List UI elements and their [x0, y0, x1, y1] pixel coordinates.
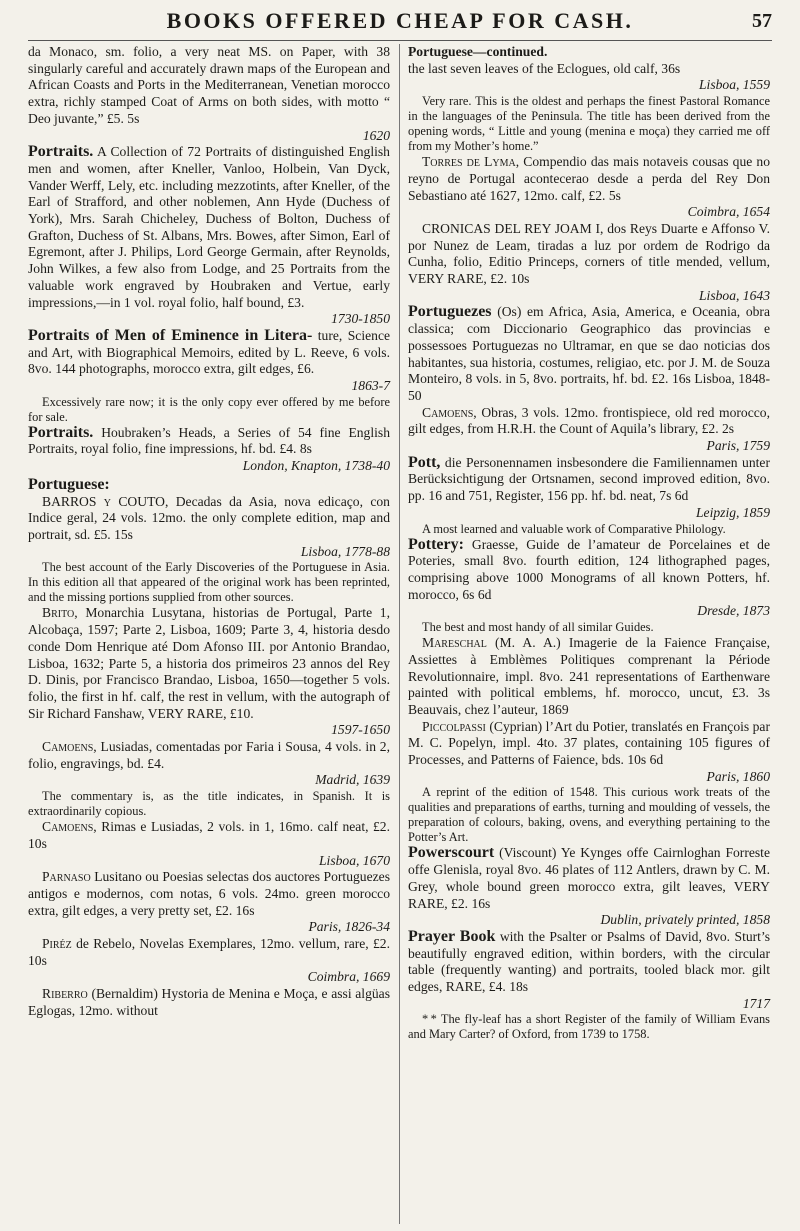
left-column: [28, 44, 390, 1020]
catalogue-entry: [28, 869, 390, 936]
entry-text: Monarchia Lusytana, historias de Portugal, Parte 1, Alcobaça, 1597; Parte 2, Lisboa, 1609; Parte 3, 4, historia desdo conde Dom Henrique até Dom Afonso III. por Antonio Brandao, Lisboa, 1632; Parte 5, a historia dos primeiros 23 annos del Rey D. Dinis, por Francisco Brandao, Lisboa, 1650—together 5 vols. folio, the first in hf. calf, the rest in vellum, with the autograph of Sir Richard Fanshaw, VERY RARE, £10.: [28, 605, 390, 721]
entry-imprint: 1717: [742, 995, 770, 1011]
catalogue-note: A reprint of the edition of 1548. This curious work treats of the qualities and preparations of earths, turning and moulding of vessels, the preparation of colours, baking, ovens, and everything pertaining to the Potter’s Art.: [408, 785, 770, 845]
catalogue-entry: [408, 719, 770, 786]
entry-heading: Mareschal: [422, 635, 487, 651]
page-number: 57: [752, 10, 772, 32]
entry-text: Graesse, Guide de l’amateur de Porcelaines et de Poteries, small 8vo. fourth edition, 124 lithographed pages, comprising above 1000 Monograms of all known Potters, hf. morocco, 6s 6d: [408, 536, 770, 602]
entry-heading: Camoens,: [422, 404, 477, 420]
entry-heading: Powerscourt: [408, 844, 495, 862]
header-rule: [28, 40, 772, 41]
right-column: [408, 44, 770, 1042]
entry-heading: Portraits.: [28, 423, 94, 441]
entry-imprint: Dublin, privately printed, 1858: [600, 912, 770, 928]
entry-text: (Cyprian) l’Art du Potier, translatés en François par M. C. Popelyn, impl. 4to. 37 plates, containing 105 figures of Processes, and Patterns of Faience, bds. 10s 6d: [408, 718, 770, 768]
entry-heading: Portuguezes: [408, 303, 492, 321]
entry-text: (Os) em Africa, Asia, America, e Oceania, obra classica; com Diccionario Geographico das provincias e possessoes Portuguezas no Ultramar, en que se dao noticias dos habitantes, sua historia, costumes, religiao, etc. por J. M. de Souza Monteiro, 8 vols. in 5, 8vo. portraits, hf. bd. £2. 16s Lisboa, 1848-50: [408, 304, 770, 403]
entry-imprint: 1597-1650: [331, 722, 390, 738]
catalogue-note: Very rare. This is the oldest and perhaps the finest Pastoral Romance in the languages of the Peninsula. The title has been derived from the opening words, “ Little and young (menina e moça) they carried me off from my Mother’s home.”: [408, 94, 770, 154]
entry-imprint: Lisboa, 1778-88: [300, 543, 390, 559]
entry-text: de Rebelo, Novelas Exemplares, 12mo. vellum, rare, £2. 10s: [28, 936, 390, 968]
entry-imprint: Dresde, 1873: [697, 603, 770, 619]
entry-imprint: Madrid, 1639: [315, 772, 390, 788]
page-title: BOOKS OFFERED CHEAP FOR CASH.: [166, 8, 634, 33]
entry-heading: Riberro: [42, 986, 88, 1002]
entry-text: da Monaco, sm. folio, a very neat MS. on Paper, with 38 singularly careful and accurately drawn maps of the European and African Coasts and Ports in the Mediterranean, Venetian morocco extra, richly stamped Coat of Arms on both sides, with motto “ Deo juvante,” £5. 5s: [28, 44, 390, 126]
catalogue-note: The best account of the Early Discoveries of the Portuguese in Asia. In this edition all that appeared of the original work has been reprinted, and the missing portions supplied from other sources.: [28, 560, 390, 605]
section-heading: Portuguese:: [28, 475, 110, 493]
entry-imprint: London, Knapton, 1738-40: [242, 458, 390, 474]
page-header: [0, 8, 800, 38]
catalogue-entry: [408, 61, 770, 94]
catalogue-entry: [408, 455, 770, 522]
catalogue-entry: [408, 154, 770, 221]
entry-imprint: Paris, 1860: [706, 768, 770, 784]
entry-heading: Pott,: [408, 453, 441, 471]
catalogue-entry: [28, 328, 390, 395]
catalogue-entry: [28, 605, 390, 739]
entry-imprint: Lisboa, 1643: [698, 287, 770, 303]
entry-text: ture, Science and Art, with Biographical Memoirs, edited by L. Reeve, 6 vols. 8vo. 144 photographs, morocco extra, gilt edges, £6.: [28, 327, 391, 377]
entry-heading: Camoens,: [42, 819, 97, 835]
entry-imprint: 1730-1850: [331, 311, 390, 327]
catalogue-entry: [28, 425, 390, 475]
entry-heading: Brito,: [42, 605, 78, 621]
catalogue-entry: [28, 144, 390, 328]
entry-imprint: Paris, 1759: [706, 438, 770, 454]
entry-heading: Portraits of Men of Eminence in Litera-: [28, 326, 313, 344]
entry-text: Obras, 3 vols. 12mo. frontispiece, old red morocco, gilt edges, from H.R.H. the Count of Aquila’s library, £2. 2s: [408, 404, 770, 437]
catalogue-entry: [408, 304, 770, 404]
entry-heading: BARROS y COUTO,: [42, 493, 169, 509]
catalogue-entry: [408, 537, 770, 621]
entry-text: die Personennamen insbesondere die Familiennamen unter Berücksichtigung der Ortsnamen, second improved edition, 8vo. pp. 16 and 751, Register, 156 pp. hf. bd. neat, 7s 6d: [408, 454, 770, 504]
entry-text: (Viscount) Ye Kynges offe Cairnloghan Forreste offe Glenisla, royal 8vo. 46 plates of 112 Antlers, drawn by C. M. Grey, whole bound green morocco extra, gilt leaves, VERY RARE, £2. 16s: [408, 845, 770, 911]
entry-imprint: 1620: [362, 127, 390, 143]
entry-text: Houbraken’s Heads, a Series of 54 fine English Portraits, royal folio, fine impressions, hf. bd. £4. 8s: [28, 424, 390, 457]
entry-imprint: Leipzig, 1859: [695, 504, 770, 520]
entry-heading: Piréz: [42, 936, 72, 952]
catalogue-note: The commentary is, as the title indicates, in Spanish. It is extraordinarily copious.: [28, 789, 390, 819]
entry-imprint: Coimbra, 1669: [307, 969, 390, 985]
entry-text: dos Reys Duarte e Affonso V. por Nunez de Leam, tiradas a luz por ordem de Rodrigo da Cunha, folio, Editio Princeps, corners of title mended, vellum, VERY RARE, £2. 10s: [408, 220, 771, 287]
entry-text: the last seven leaves of the Eclogues, old calf, 36s: [408, 60, 681, 76]
catalogue-entry: [408, 405, 770, 455]
entry-imprint: Lisboa, 1559: [698, 77, 770, 93]
entry-text: (M. A. A.) Imagerie de la Faience Française, Assiettes à Emblèmes Politiques comprenant la Période Revolutionnaire, impl. 8vo. 241 representations of Earthenware painted with political emblems, hf. morocco, uncut, £3. 3s Beauvais, chez l’auteur, 1869: [408, 635, 770, 717]
entry-text: Lusitano ou Poesias selectas dos auctores Portuguezes antigos e modernos, com notas, 6 vols. 24mo. green morocco extra, gilt edges, a very pretty set, £2. 16s: [28, 869, 390, 918]
entry-text: (Bernaldim) Hystoria de Menina e Moça, e assi algüas Eglogas, 12mo. without: [28, 986, 391, 1018]
catalogue-entry: [28, 986, 390, 1019]
entry-imprint: Coimbra, 1654: [687, 204, 770, 220]
entry-text: Portuguese—continued.: [408, 44, 548, 59]
entry-heading: Prayer Book: [408, 927, 496, 945]
catalogue-entry: [408, 845, 770, 929]
entry-text: A Collection of 72 Portraits of distinguished English men and women, after Kneller, Vanloo, Holbein, Van Dyck, Vander Werff, Lely, etc. including mezzotints, after Kneller, of the Earl of Strafford, and other noblemen, Ann Hyde (Duchess of York), Mrs. Sarah Chicheley, Duchess of Bolton, Duchess of Grafton, Duchess of St. Albans, Mrs. Bowes, after Simon, Earl of Egremont, after J. Philips, Lord George Germain, after Reynolds, John Wilkes, a few also from Lodge, and 25 Portraits from the valuable work engraved by Houbraken and Vertue, early impressions,—in 1 vol. royal folio, half bound, £3.: [28, 144, 390, 310]
catalogue-entry: [408, 929, 770, 1013]
catalogue-entry: [28, 819, 390, 869]
entry-text: Rimas e Lusiadas, 2 vols. in 1, 16mo. calf neat, £2. 10s: [28, 819, 390, 851]
entry-heading: Portraits.: [28, 143, 94, 161]
entry-imprint: Paris, 1826-34: [308, 919, 390, 935]
entry-imprint: 1863-7: [351, 378, 390, 394]
catalogue-note: A most learned and valuable work of Comparative Philology.: [422, 521, 726, 536]
entry-heading: CRONICAS DEL REY JOAM I,: [422, 220, 604, 236]
entry-text: Lusiadas, comentadas por Faria i Sousa, 4 vols. in 2, folio, engravings, bd. £4.: [28, 739, 390, 771]
entry-text: Compendio das mais notaveis cousas que no reyno de Portugal acontecerao desde a perda del Rey Don Sebastiano até 1627, 12mo. calf, £2. 5s: [408, 154, 770, 203]
catalogue-note: Excessively rare now; it is the only copy ever offered by me before for sale.: [28, 394, 390, 424]
catalogue-entry: [408, 44, 770, 61]
catalogue-entry: [28, 936, 390, 986]
catalogue-note: The best and most handy of all similar Guides.: [422, 620, 654, 635]
catalogue-entry: [408, 221, 770, 305]
catalogue-note: * * The fly-leaf has a short Register of the family of William Evans and Mary Carter? of Oxford, from 1739 to 1758.: [408, 1012, 770, 1042]
catalogue-entry: [28, 494, 390, 561]
entry-imprint: Lisboa, 1670: [318, 852, 390, 868]
entry-heading: Piccolpassi: [422, 718, 486, 734]
entry-heading: Parnaso: [42, 869, 91, 885]
entry-heading: Pottery:: [408, 535, 464, 553]
catalogue-entry: [28, 44, 390, 144]
catalogue-entry: [28, 739, 390, 789]
entry-text: with the Psalter or Psalms of David, 8vo. Sturt’s beautifully engraved edition, within borders, with the circular table (frequently wanting) and portraits, tooled black mor. gilt edges, RARE, £4. 18s: [408, 928, 771, 995]
catalogue-entry: [408, 635, 770, 719]
entry-heading: Torres de Lyma,: [422, 154, 520, 170]
column-divider: [399, 44, 400, 1224]
entry-text: Decadas da Asia, nova edicaço, con Indice geral, 24 vols. 12mo. the only complete edition, map and portrait, sd. £5. 15s: [28, 493, 390, 542]
entry-heading: Camoens,: [42, 739, 97, 755]
